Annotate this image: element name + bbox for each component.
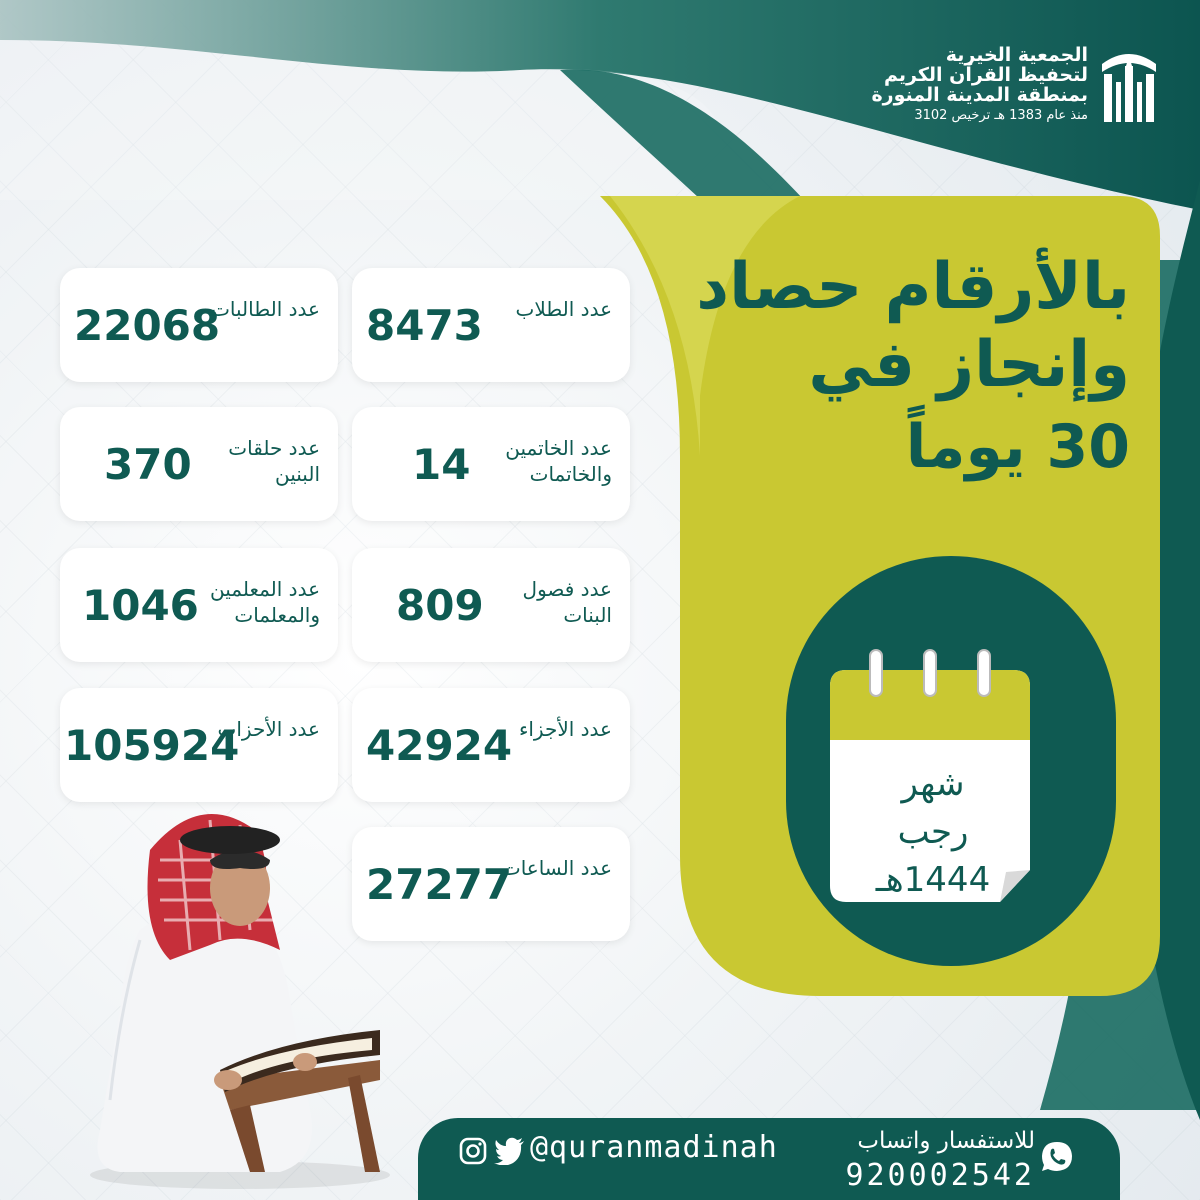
stat-card-girls-classes (352, 548, 630, 662)
stat-value: 22068 (74, 301, 221, 350)
boy-reading-illustration (80, 780, 400, 1190)
stat-value: 14 (412, 440, 471, 489)
logo-icon (1098, 44, 1160, 126)
headline-line-1: بالأرقام حصاد (696, 250, 1130, 324)
headline-line-2: وإنجاز في (808, 328, 1130, 402)
logo-line-4: منذ عام 1383 هـ ترخيص 3102 (914, 107, 1088, 123)
stat-label: عدد فصول البنات (522, 577, 612, 627)
twitter-icon[interactable] (494, 1137, 526, 1165)
organization-logo (860, 40, 1160, 135)
stat-value: 27277 (366, 860, 513, 909)
stat-card-boys-circles (60, 407, 338, 521)
stat-card-female-students (60, 268, 338, 382)
calendar-text (828, 760, 1038, 904)
headline (660, 248, 1130, 490)
stat-label: عدد الساعات (501, 856, 612, 880)
stat-value: 42924 (366, 721, 513, 770)
calendar-month-word: شهر (901, 764, 965, 804)
whatsapp-number[interactable]: 920002542 (845, 1158, 1035, 1193)
logo-line-3: بمنطقة المدينة المنورة (871, 83, 1088, 106)
stat-value: 1046 (82, 581, 199, 630)
stat-label: عدد المعلمين والمعلمات (210, 577, 320, 627)
calendar-year: 1444هـ (875, 860, 991, 900)
stat-label: عدد الطلاب (515, 297, 612, 321)
stat-label: عدد الأجزاء (518, 717, 612, 741)
stat-label: عدد الخاتمين والخاتمات (505, 436, 612, 486)
stat-value: 370 (104, 440, 192, 489)
stat-card-teachers (60, 548, 338, 662)
logo-line-1: الجمعية الخيرية (945, 44, 1088, 66)
stat-value: 8473 (366, 301, 483, 350)
whatsapp-icon[interactable] (1040, 1140, 1074, 1174)
inquiry-label: للاستفسار واتساب (857, 1128, 1035, 1154)
calendar-month-name: رجب (897, 812, 969, 852)
stat-card-graduates (352, 407, 630, 521)
stat-value: 105924 (64, 721, 240, 770)
instagram-icon[interactable] (458, 1136, 488, 1166)
logo-line-2: لتحفيظ القرآن الكريم (883, 63, 1088, 86)
stat-label: عدد الأحزاب (217, 717, 320, 741)
social-handle[interactable]: @quranmadinah (530, 1130, 778, 1165)
stat-card-male-students (352, 268, 630, 382)
headline-line-3: 30 يوماً (905, 412, 1130, 482)
stat-label: عدد حلقات البنين (228, 436, 320, 486)
stat-label: عدد الطالبات (211, 297, 320, 321)
stat-value: 809 (396, 581, 484, 630)
